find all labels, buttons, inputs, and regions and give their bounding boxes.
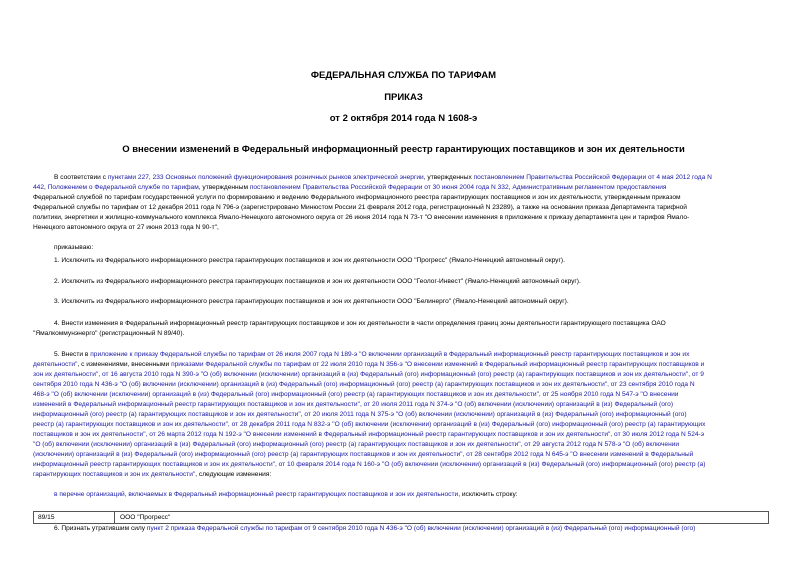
doc-date-heading: от 2 октября 2014 года N 1608-э [329,113,478,124]
item-5-line-6[interactable]: изменений в Федеральный информационный реестр гарантирующих поставщиков и зон их деятельности", от 20 июля 2011 года N 374-э "О (об) включении (исключении) организаций в (из) Федеральный (ого) [33,401,674,408]
item-5-line-4[interactable]: сентября 2010 года N 436-э "О (об) включении (исключении) организаций в (из) Федеральный (ого) информационный (ого) реестр (а) гарантирующих поставщиков и зон их деятельности", от 23 сентября 2010 года N [33,381,695,388]
item-5-text: 5. Внести в [54,351,91,358]
item-5-subclause [54,490,518,500]
item-5-line-13 [33,470,271,480]
preamble-link[interactable]: 442 [33,184,45,191]
item-5-line-10[interactable]: "О (об) включении (исключении) организаций в (из) Федеральный (ого) информационный (ого) реестр (а) гарантирующих поставщиков и зон их деятельности", от 29 августа 2012 года N 578-э "О (об) включении [33,441,680,448]
preamble-line-1 [54,173,712,183]
preamble-text: В соответствии с [54,174,108,181]
item-1: 1. Исключить из Федерального информационного реестра гарантирующих поставщиков и зон их деятельности ООО "Прогресс" (Ямало-Ненецкий автономный округ). [54,257,565,264]
item-5-line-8[interactable]: реестр (а) гарантирующих поставщиков и зон их деятельности", от 28 декабря 2011 года N 832-э "О (об) включении (исключении) организаций в (из) Федеральный (ого) информационный (ого) реестр (а) гарантирующих [33,421,706,428]
item-5-line-12[interactable]: информационный реестр гарантирующих поставщиков и зон их деятельности", от 10 февраля 2014 года N 160-э "О (об) включении (исключении) организаций в (из) Федеральный (ого) информационный (ого) реестр (а) [33,461,706,468]
item-5-line-1 [54,350,689,360]
preamble-link[interactable]: пунктами 227, 233 Основных положений функционирования розничных рынков электрической энергии [107,174,424,181]
preamble-line-3: Федеральной службой по тарифам государственной услуги по формированию и ведению Федерального информационного реестра гарантирующих поставщиков и зон их деятельности, утвержденным приказом [33,194,681,201]
item-5-line-2 [33,360,704,370]
orders-label: приказываю: [54,244,94,251]
item-5-text: , с изменениями, внесенными [77,361,172,368]
preamble-link[interactable]: постановлением Правительства Российской Федерации от 30 июня 2004 года N 332 [249,184,509,191]
preamble-link[interactable]: Положением о Федеральной службе по тарифам [47,184,199,191]
preamble-text: , утвержденных [423,174,474,181]
item-6-text: 6. Признать утратившим силу [54,525,147,532]
table-cell-name: ООО "Прогресс" [120,514,171,521]
doc-type-heading: ПРИКАЗ [384,92,423,103]
item-5-line-3[interactable]: зон их деятельности", от 16 августа 2010 года N 390-э "О (об) включении (исключении) организаций в (из) Федеральный (ого) информационный (ого) реестр (а) гарантирующих поставщиков и зон их деятельности", от 9 [33,371,704,378]
item-5-line-5[interactable]: 468-э "О (об) включении (исключении) организаций в (из) Федеральный (ого) информационный (ого) реестр (а) гарантирующих поставщиков и зон их деятельности", от 25 ноября 2010 года N 547-э "О внесении [33,391,679,398]
item-5-line-7[interactable]: информационный (ого) реестр (а) гарантирующих поставщиков и зон их деятельности", от 20 июля 2011 года N 375-э "О (об) включении (исключении) организаций в (из) Федеральный (ого) информационный (ого) [33,411,687,418]
preamble-link[interactable]: постановлением Правительства Российской Федерации от 4 мая 2012 года N [473,174,712,181]
preamble-line-4: Федеральной службы по тарифам от 12 декабря 2011 года N 796-э (зарегистрировано Минюстом России 21 февраля 2012 года, регистрационный N 23289), а также на основании приказа Департамента тарифной [33,204,687,211]
item-5-link[interactable]: приложение к приказу Федеральной службы по тарифам от 26 июля 2007 года N 189-э "О включении организаций в Федеральный информационный реестр гарантирующих поставщиков и зон их [90,351,690,358]
preamble-line-2 [33,183,666,193]
agency-heading: ФЕДЕРАЛЬНАЯ СЛУЖБА ПО ТАРИФАМ [310,70,497,81]
excluded-row-table [33,511,769,524]
item-5-text: , исключить строку: [458,491,518,498]
item-4-line-1: 4. Внести изменения в Федеральный информационный реестр гарантирующих поставщиков и зон их деятельности в части определения границ зоны деятельности гарантирующего поставщика ОАО [54,320,666,327]
document-title: О внесении изменений в Федеральный информационный реестр гарантирующих поставщиков и зон их деятельности [122,144,685,155]
item-5-line-9[interactable]: поставщиков и зон их деятельности", от 26 марта 2012 года N 192-э "О внесении изменений в Федеральный информационный реестр гарантирующих поставщиков и зон их деятельности", от 30 июля 2012 года N 524-э [33,431,705,438]
item-5-sub-link[interactable]: в перечне организаций, включаемых в Федеральный информационный реестр гарантирующих поставщиков и зон их деятельности [54,491,459,498]
preamble-text: , утвержденным [198,184,250,191]
preamble-line-6: Ненецкого автономного округа от 27 июня 2013 года N 90-т", [33,224,219,231]
item-3: 3. Исключить из Федерального информационного реестра гарантирующих поставщиков и зон их деятельности ООО "Белинерго" (Ямало-Ненецкий автономный округ). [54,298,569,305]
item-5-link[interactable]: приказами Федеральной службы по тарифам от 22 июля 2010 года N 356-э "О внесении изменений в Федеральный информационный реестр гарантирующих поставщиков и [171,361,705,368]
item-6-link[interactable]: пункт 2 приказа Федеральной службы по тарифам от 9 сентября 2010 года N 436-э "О (об) включении (исключении) организаций в (из) Федеральный (ого) информационный (ого) [146,525,696,532]
item-6 [54,524,695,534]
table-cell-divider [114,512,115,523]
preamble-line-5: политики, энергетики и жилищно-коммунального комплекса Ямало-Ненецкого автономного округа от 26 июня 2014 года N 73-т "О внесении изменения в приложение к приказу департамента цен и тарифов Ямало- [33,214,690,221]
item-4-line-2: "Ямалкоммунэнерго" (регистрационный N 89/40). [33,330,185,337]
item-2: 2. Исключить из Федерального информационного реестра гарантирующих поставщиков и зон их деятельности ООО "Геолог-Инвест" (Ямало-Ненецкий автономный округ). [54,278,581,285]
preamble-link[interactable]: Административным регламентом предоставления [512,184,667,191]
preamble-text: , [508,184,513,191]
item-5-link[interactable]: деятельности" [33,361,78,368]
item-5-link[interactable]: гарантирующих поставщиков и зон их деятельности" [33,471,196,478]
table-cell-number: 89/15 [38,514,55,521]
item-5-line-11[interactable]: (исключении) организаций в (из) Федеральный (ого) информационный (ого) реестр (а) гарантирующих поставщиков и зон их деятельности", от 28 сентября 2012 года N 645-э "О внесении изменений в Федеральный [33,451,694,458]
item-5-text: , следующие изменения: [195,471,272,478]
preamble-text: , [44,184,48,191]
